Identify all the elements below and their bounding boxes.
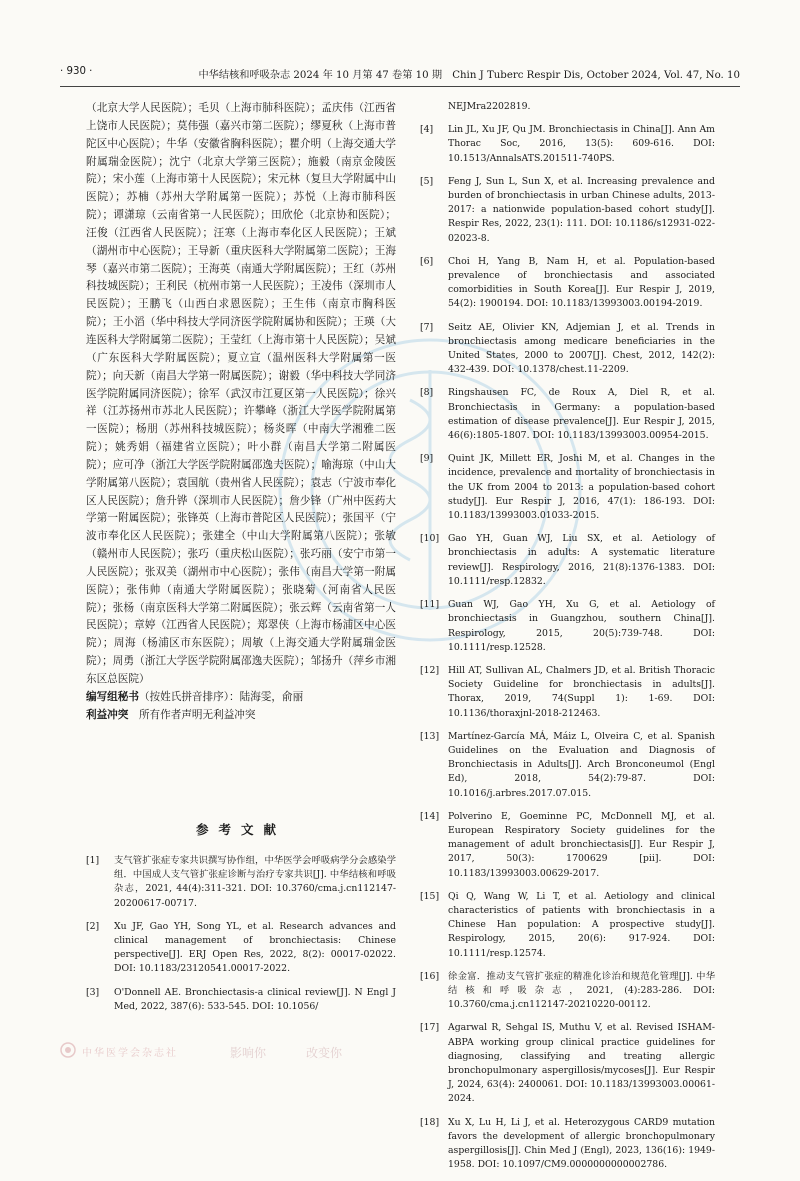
- reference-item: [12] Hill AT, Sullivan AL, Chalmers JD, et al. British Thoracic Society Guideline for bronchiectasis in adults[J]. Thorax, 2019, 74(Suppl 1): 1-69. DOI: 10.1136/thoraxjnl-2018-212463.: [420, 664, 715, 719]
- reference-item: [1] 支气管扩张症专家共识撰写协作组，中华医学会呼吸病学分会感染学组．中国成人支气管扩张症诊断与治疗专家共识[J]. 中华结核和呼吸杂志，2021, 44(4):311-321. DOI: 10.3760/cma.j.cn112147-20200617-00717.: [86, 855, 396, 909]
- committee-roster: （北京大学人民医院）；毛贝（上海市肺科医院）；孟庆伟（江西省上饶市人民医院）；莫伟强（嘉兴市第二医院）；缪夏秋（上海市普陀区中心医院）；牛华（安徽省胸科医院）；瞿介明（上海交通大学附属瑞金医院）；沈宁（北京大学第三医院）；施毅（南京金陵医院）；宋小莲（上海市第十人民医院）；宋元林（复旦大学附属中山医院）；苏楠（苏州大学附属第一医院）；苏悦（上海市肺科医院）；谭潇琼（云南省第一人民医院）；田欣伦（北京协和医院）；汪俊（江西省人民医院）；汪寒（上海市奉化区人民医院）；王斌（湖州市中心医院）；王导新（重庆医科大学附属第二医院）；王海琴（嘉兴市第二医院）；王海英（南通大学附属医院）；王红（苏州科技城医院）；王利民（杭州市第一人民医院）；王凌伟（深圳市人民医院）；王鹏飞（山西白求恩医院）；王生伟（南京市胸科医院）；王小滔（华中科技大学同济医学院附属协和医院）；王瑛（大连医科大学附属第二医院）；王莹红（上海市第十人民医院）；吴斌（广东医科大学附属医院）；夏立宣（温州医科大学附属第一医院）；向天新（南昌大学第一附属医院）；谢毅（华中科技大学同济医学院附属同济医院）；徐军（武汉市江夏区第一人民医院）；徐兴祥（江苏扬州市苏北人民医院）；许攀峰（浙江大学医学院附属第一医院）；杨朋（苏州科技城医院）；杨炎晖（中南大学湘雅二医院）；姚秀娟（福建省立医院）；叶小群（南昌大学第二附属医院）；应可净（浙江大学医学院附属邵逸夫医院）；喻海琼（中山大学附属第八医院）；袁国航（贵州省人民医院）；袁志（宁波市奉化区人民医院）；詹升铧（深圳市人民医院）；詹少锋（广州中医药大学第一附属医院）；张锋英（上海市普陀区人民医院）；张国平（宁波市奉化区人民医院）；张建全（中山大学附属第八医院）；张敏（赣州市人民医院）；张巧（重庆松山医院）；张巧丽（安宁市第一人民医院）；张双美（湖州市中心医院）；张伟（南昌大学第一附属医院）；张伟帅（南通大学附属医院）；张晓菊（河南省人民医院）；张杨（南京医科大学第二附属医院）；张云辉（云南省第一人民医院）；章婷（江西省人民医院）；郑翠侠（上海市杨浦区中心医院）；周海（杨浦区市东医院）；周敏（上海交通大学附属瑞金医院）；周勇（浙江大学医学院附属邵逸夫医院）；邹扬升（萍乡市湘东区总医院）: [86, 102, 396, 685]
- reference-item: [15] Qi Q, Wang W, Li T, et al. Aetiology and clinical characteristics of patients with bronchiectasis in a Chinese Han population: A prospective study[J]. Respirology, 2015, 20(6): 917-924. DOI: 10.1111/resp.12574.: [420, 890, 715, 959]
- reference-item: [11] Guan WJ, Gao YH, Xu G, et al. Aetiology of bronchiectasis in Guangzhou, southern China[J]. Respirology, 2015, 20(5):739-748. DOI: 10.1111/resp.12528.: [420, 599, 715, 653]
- reference-item: [4] Lin JL, Xu JF, Qu JM. Bronchiectasis in China[J]. Ann Am Thorac Soc, 2016, 13(5): 609-616. DOI: 10.1513/AnnalsATS.201511-740PS.: [420, 124, 715, 164]
- reference-item: [14] Polverino E, Goeminne PC, McDonnell MJ, et al. European Respiratory Society guidelines for the management of adult bronchiectasis[J]. Eur Respir J, 2017, 50(3): 1700629 [pii]. DOI: 10.1183/13993003.00629-2017.: [420, 810, 715, 879]
- reference-item: [18] Xu X, Lu H, Li J, et al. Heterozygous CARD9 mutation favors the development of allergic bronchopulmonary aspergillosis[J]. Chin Med J (Engl), 2023, 136(16): 1949-1958. DOI: 10.1097/CM9.0000000000002786.: [420, 1116, 715, 1171]
- reference-item: [5] Feng J, Sun L, Sun X, et al. Increasing prevalence and burden of bronchiectasis in urban Chinese adults, 2013-2017: a nationwide population-based cohort study[J]. Respir Res, 2022, 23(1): 111. DOI: 10.1186/s12931-022-02023-8.: [420, 175, 715, 244]
- references-right-column: [420, 100, 715, 1181]
- conflict-text: 所有作者声明无利益冲突: [128, 708, 256, 721]
- reference-item: [3] O'Donnell AE. Bronchiectasis-a clinical review[J]. N Engl J Med, 2022, 387(6): 533-545. DOI: 10.1056/: [86, 986, 396, 1012]
- publisher-footer: [60, 1040, 480, 1064]
- reference-item: [10] Gao YH, Guan WJ, Liu SX, et al. Aetiology of bronchiectasis in adults: A systematic literature review[J]. Respirology, 2016, 21(8):1376-1383. DOI: 10.1111/resp.12832.: [420, 533, 715, 587]
- reference-item: [9] Quint JK, Millett ER, Joshi M, et al. Changes in the incidence, prevalence and mortality of bronchiectasis in the UK from 2004 to 2013: a population-based cohort study[J]. Eur Respir J, 2016, 47(1): 186-193. DOI: 10.1183/13993003.01033-2015.: [420, 453, 715, 522]
- running-header: [60, 66, 740, 87]
- reference-item: [8] Ringshausen FC, de Roux A, Diel R, et al. Bronchiectasis in Germany: a population-based estimation of disease prevalence[J]. Eur Respir J, 2015, 46(6):1805-1807. DOI: 10.1183/13993003.00954-2015.: [420, 387, 715, 442]
- reference-item: [17] Agarwal R, Sehgal IS, Muthu V, et al. Revised ISHAM-ABPA working group clinical practice guidelines for diagnosing, classifying and treating allergic bronchopulmonary aspergillosis/mycoses[J]. Eur Respir J, 2024, 63(4): 2400061. DOI: 10.1183/13993003.00061-2024.: [420, 1022, 715, 1105]
- footer-mark-2: 改变你: [306, 1046, 343, 1060]
- conflict-label: 利益冲突: [86, 708, 129, 721]
- footer-mark-1: 影响你: [230, 1046, 267, 1060]
- secretary-line: [86, 689, 396, 707]
- reference-item: [16] 徐金富．推动支气管扩张症的精准化诊治和规范化管理[J]. 中华结核和呼吸杂志，2021, (4):283-286. DOI: 10.3760/cma.j.cn112147-20210220-00112.: [420, 970, 715, 1011]
- conflict-line: [86, 707, 396, 725]
- references-heading: 参考文献: [195, 822, 286, 837]
- publisher-logo-icon: [60, 1042, 76, 1058]
- page-number: · 930 ·: [60, 66, 93, 77]
- references-left-column: [86, 854, 396, 1023]
- reference-item: [2] Xu JF, Gao YH, Song YL, et al. Research advances and clinical management of bronchiectasis: Chinese perspective[J]. ERJ Open Res, 2022, 8(2): 00017-02022. DOI: 10.1183/23120541.00017-2022.: [86, 920, 396, 975]
- reference-item: [13] Martínez-García MÁ, Máiz L, Olveira C, et al. Spanish Guidelines on the Evaluation and Diagnosis of Bronchiectasis in Adults[J]. Arch Bronconeumol (Engl Ed), 2018, 54(2):79-87. DOI: 10.1016/j.arbres.2017.07.015.: [420, 730, 715, 799]
- reference-item: [7] Seitz AE, Olivier KN, Adjemian J, et al. Trends in bronchiectasis among medicare beneficiaries in the United States, 2000 to 2007[J]. Chest, 2012, 142(2): 432-439. DOI: 10.1378/chest.11-2209.: [420, 321, 715, 376]
- publisher-name: 中华医学会杂志社: [82, 1048, 178, 1059]
- reference-item: [6] Choi H, Yang B, Nam H, et al. Population-based prevalence of bronchiectasis and associated comorbidities in South Korea[J]. Eur Respir J, 2019, 54(2): 1900194. DOI: 10.1183/13993003.00194-2019.: [420, 255, 715, 310]
- left-column: [86, 100, 396, 725]
- reference-item-continued: NEJMra2202819.: [448, 101, 531, 112]
- secretary-text: （按姓氏拼音排序）：陆海雯，俞丽: [138, 690, 304, 703]
- journal-citation-line: 中华结核和呼吸杂志 2024 年 10 月第 47 卷第 10 期 Chin J Tuberc Respir Dis, October 2024, Vol. 47, No. 10: [198, 70, 740, 81]
- secretary-label: 编写组秘书: [86, 690, 139, 703]
